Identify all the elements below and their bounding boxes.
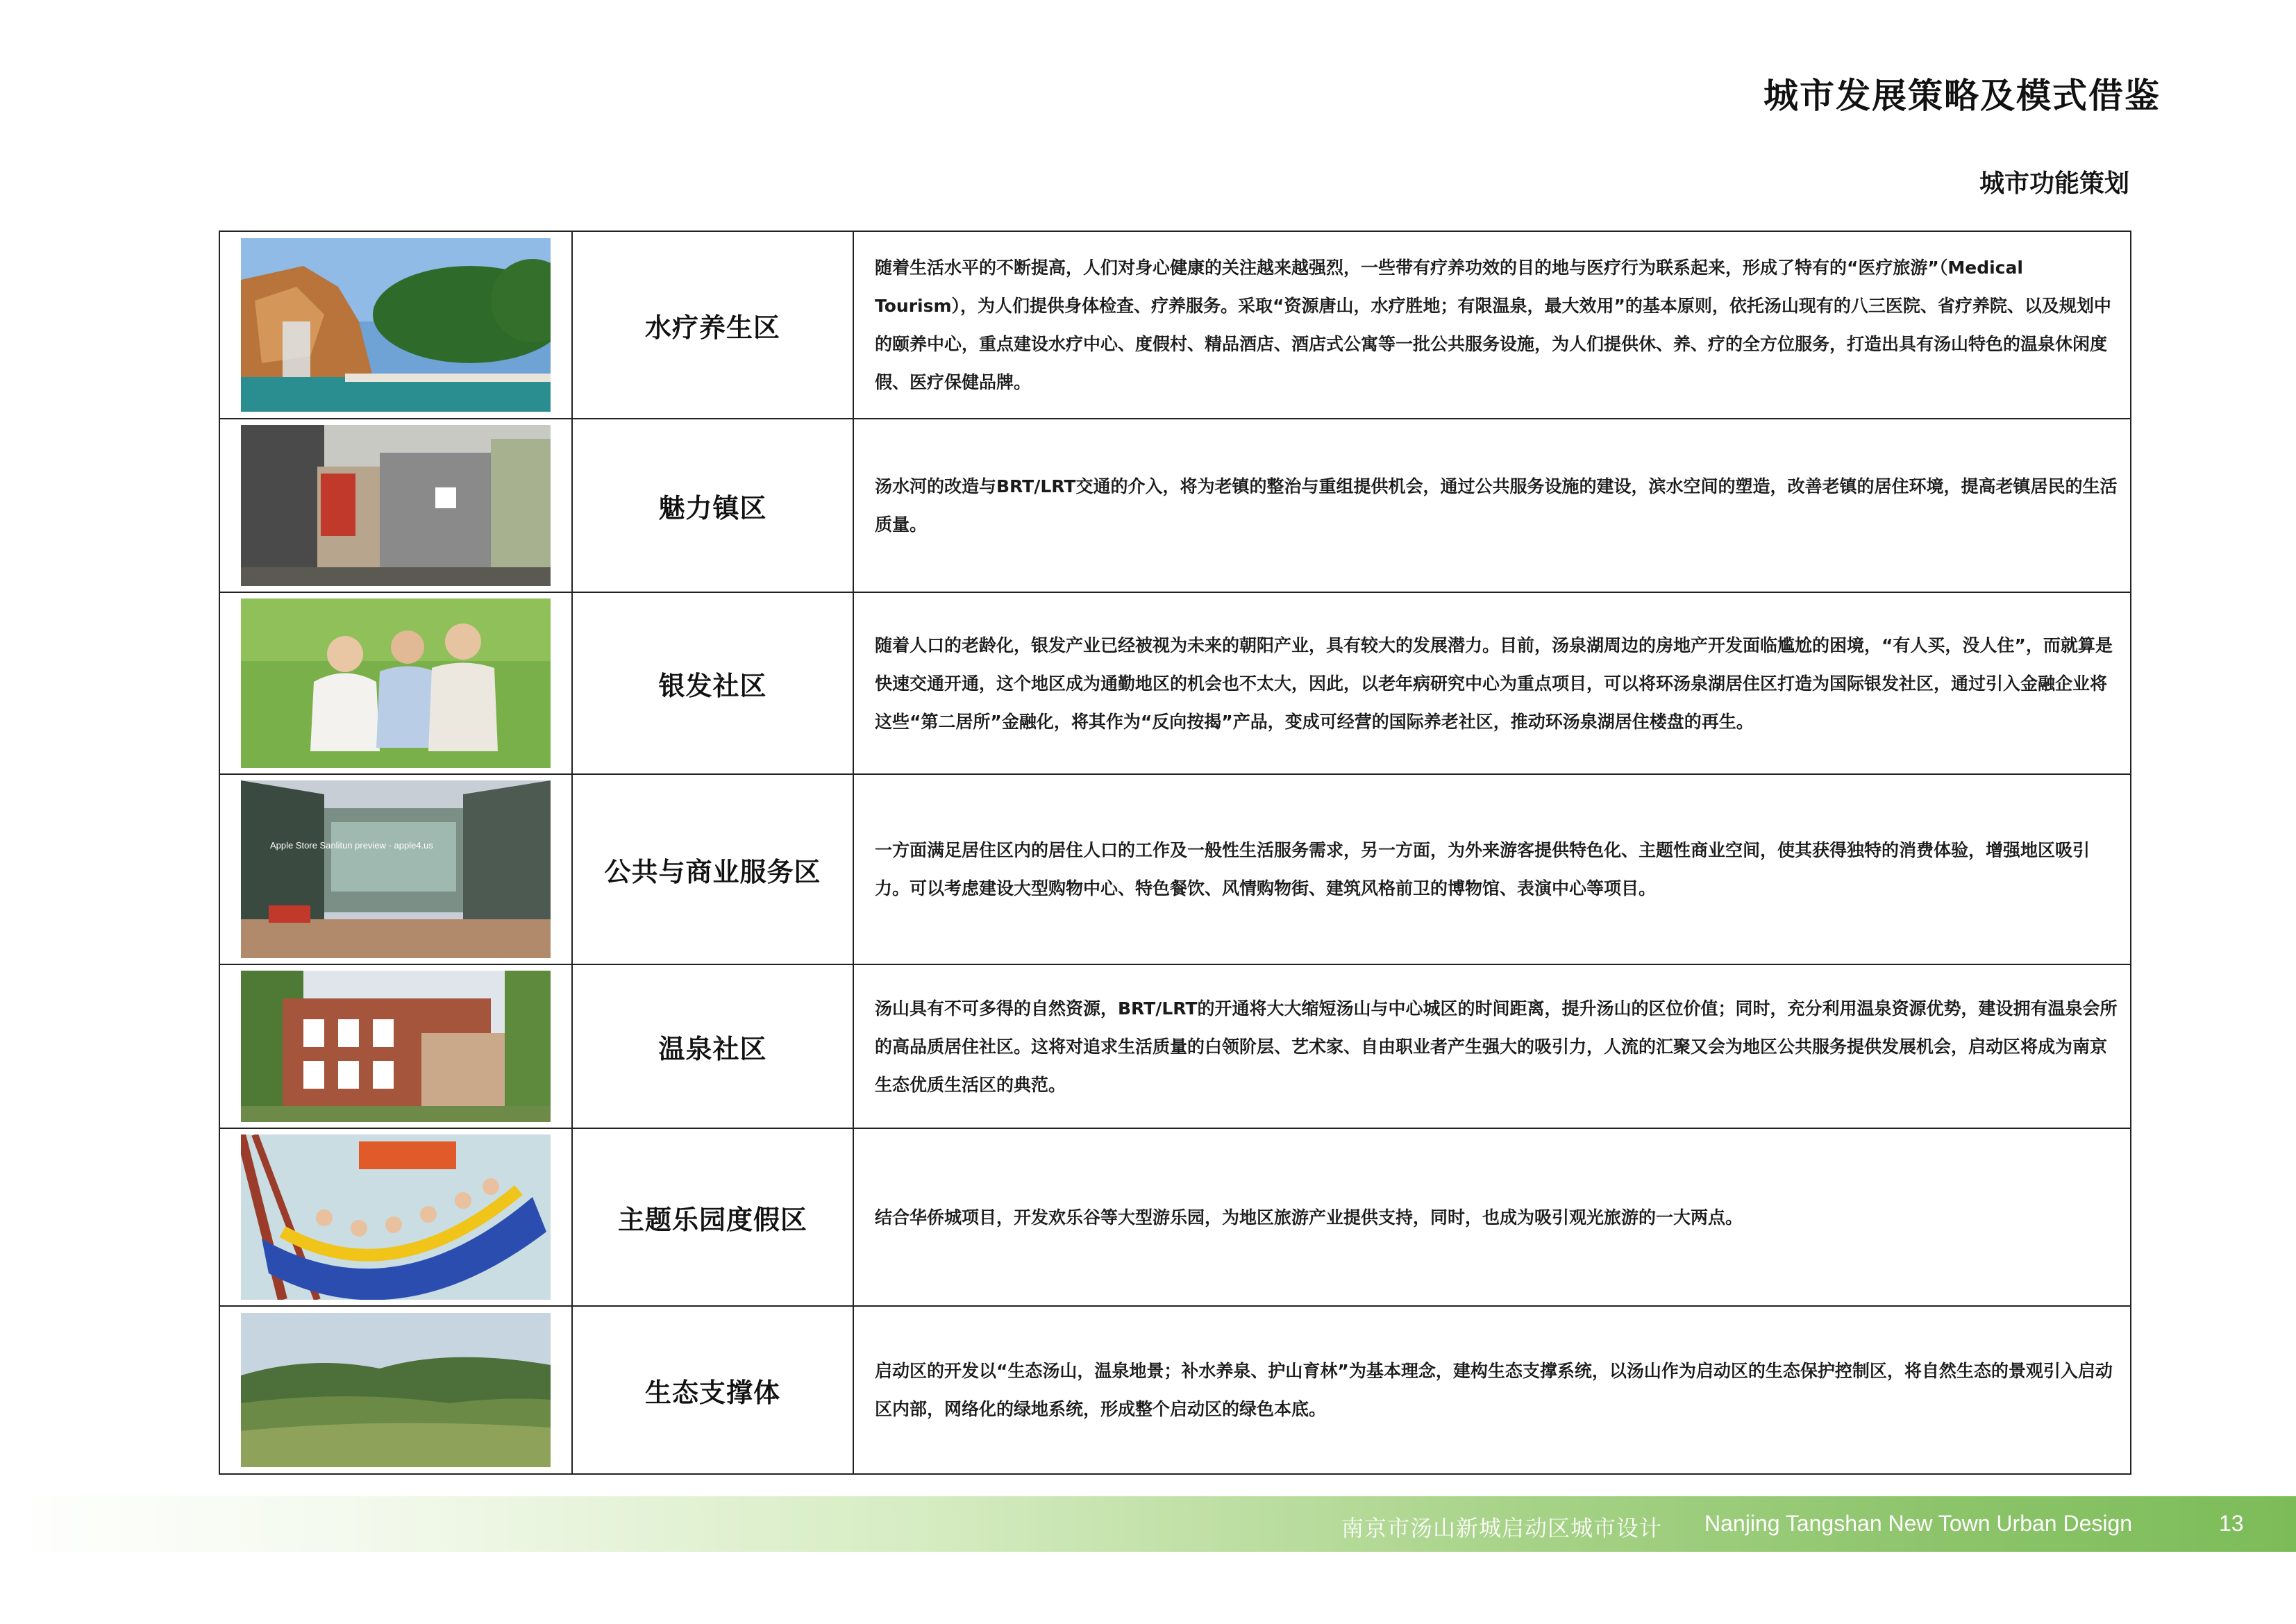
amusement-ride-photo [241, 1135, 551, 1300]
function-name: 银发社区 [572, 592, 853, 774]
old-town-street-photo [241, 425, 551, 586]
table-row [219, 1306, 2131, 1474]
footer-title-cn: 南京市汤山新城启动区城市设计 [1341, 1515, 1663, 1541]
elderly-family-photo [241, 598, 551, 768]
function-name: 公共与商业服务区 [572, 774, 853, 964]
table-row [219, 1128, 2131, 1306]
spa-resort-photo [241, 238, 551, 412]
function-name: 水疗养生区 [572, 231, 853, 419]
table-row [219, 231, 2131, 419]
footer-title-en: Nanjing Tangshan New Town Urban Design [1704, 1511, 2133, 1536]
table-row [219, 774, 2131, 964]
section-title: 城市功能策划 [1979, 169, 2129, 198]
function-name: 魅力镇区 [572, 419, 853, 592]
function-description: 随着人口的老龄化，银发产业已经被视为未来的朝阳产业，具有较大的发展潜力。目前，汤泉湖周边的房地产开发面临尴尬的困境，“有人买，没人住”，而就算是快速交通开通，这个地区成为通勤地区的机会也不太大，因此，以老年病研究中心为重点项目，可以将环汤泉湖居住区打造为国际银发社区，通过引入金融企业将这些“第二居所”金融化，将其作为“反向按揭”产品，变成可经营的国际养老社区，推动环汤泉湖居住楼盘的再生。 [853, 592, 2131, 774]
function-name: 生态支撑体 [572, 1306, 853, 1474]
function-description: 启动区的开发以“生态汤山，温泉地景；补水养泉、护山育林”为基本理念，建构生态支撑系统，以汤山作为启动区的生态保护控制区，将自然生态的景观引入启动区内部，网络化的绿地系统，形成整个启动区的绿色本底。 [853, 1306, 2131, 1474]
function-name: 主题乐园度假区 [572, 1128, 853, 1306]
photo-caption: Apple Store Sanlitun preview - apple4.us [270, 840, 433, 851]
page-title: 城市发展策略及模式借鉴 [1763, 76, 2161, 116]
table-row [219, 592, 2131, 774]
function-description: 随着生活水平的不断提高，人们对身心健康的关注越来越强烈，一些带有疗养功效的目的地与医疗行为联系起来，形成了特有的“医疗旅游”（Medical Tourism），为人们提供身体检查、疗养服务。采取“资源唐山，水疗胜地；有限温泉，最大效用”的基本原则，依托汤山现有的八三医院、省疗养院、以及规划中的颐养中心，重点建设水疗中心、度假村、精品酒店、酒店式公寓等一批公共服务设施，为人们提供休、养、疗的全方位服务，打造出具有汤山特色的温泉休闲度假、医疗保健品牌。 [853, 231, 2131, 419]
function-description: 结合华侨城项目，开发欢乐谷等大型游乐园，为地区旅游产业提供支持，同时，也成为吸引观光旅游的一大两点。 [853, 1128, 2131, 1306]
function-description: 一方面满足居住区内的居住人口的工作及一般性生活服务需求，另一方面，为外来游客提供特色化、主题性商业空间，使其获得独特的消费体验，增强地区吸引力。可以考虑建设大型购物中心、特色餐饮、风情购物街、建筑风格前卫的博物馆、表演中心等项目。 [853, 774, 2131, 964]
residential-building-photo [241, 971, 551, 1122]
table-row [219, 964, 2131, 1128]
green-hills-photo [241, 1313, 551, 1467]
function-table [219, 231, 2131, 1475]
commercial-plaza-photo [241, 780, 551, 958]
page-number: 13 [2219, 1511, 2244, 1536]
function-description: 汤山具有不可多得的自然资源，BRT/LRT的开通将大大缩短汤山与中心城区的时间距离，提升汤山的区位价值；同时，充分利用温泉资源优势，建设拥有温泉会所的高品质居住社区。这将对追求生活质量的白领阶层、艺术家、自由职业者产生强大的吸引力，人流的汇聚又会为地区公共服务提供发展机会，启动区将成为南京生态优质生活区的典范。 [853, 964, 2131, 1128]
table-row [219, 419, 2131, 592]
function-description: 汤水河的改造与BRT/LRT交通的介入，将为老镇的整治与重组提供机会，通过公共服务设施的建设，滨水空间的塑造，改善老镇的居住环境，提高老镇居民的生活质量。 [853, 419, 2131, 592]
function-name: 温泉社区 [572, 964, 853, 1128]
